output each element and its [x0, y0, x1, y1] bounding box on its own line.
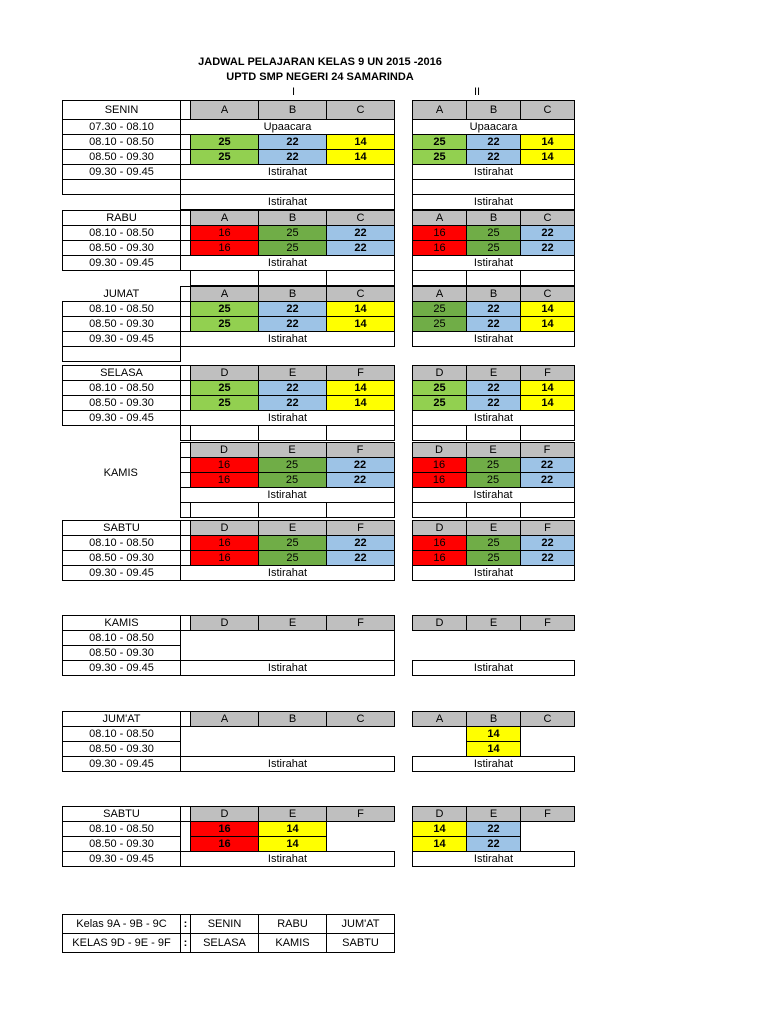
schedule-block-kamis — [62, 442, 575, 518]
time-slot: 09.30 - 09.45 — [63, 332, 181, 347]
class-header: F — [521, 616, 575, 631]
subject-cell: 22 — [259, 381, 327, 396]
subject-cell: 22 — [467, 396, 521, 411]
subject-cell: 22 — [326, 473, 394, 488]
time-slot: 07.30 - 08.10 — [63, 120, 181, 135]
subject-cell: 22 — [467, 822, 521, 837]
istirahat-cell: Istirahat — [413, 566, 575, 581]
time-slot: 09.30 - 09.45 — [63, 661, 181, 676]
time-slot: 08.50 - 09.30 — [63, 742, 181, 757]
time-slot: 09.30 - 09.45 — [63, 757, 181, 772]
legend-colon: : — [181, 915, 191, 934]
subject-cell: 25 — [191, 135, 259, 150]
class-header: A — [191, 101, 259, 120]
istirahat-cell: Istirahat — [181, 332, 395, 347]
time-slot: 08.50 - 09.30 — [63, 551, 181, 566]
subject-cell: 22 — [467, 381, 521, 396]
subject-cell: 14 — [467, 727, 521, 742]
istirahat-cell: Istirahat — [413, 195, 575, 210]
upacara-cell: Upaacara — [181, 120, 395, 135]
day-label: JUMAT — [103, 287, 140, 300]
legend-day: JUM'AT — [327, 915, 395, 934]
istirahat-cell: Istirahat — [413, 256, 575, 271]
istirahat-cell: Istirahat — [181, 165, 395, 180]
subject-cell: 22 — [520, 458, 574, 473]
legend-day: SABTU — [327, 934, 395, 953]
class-header: C — [521, 287, 575, 302]
legend-day: SENIN — [191, 915, 259, 934]
time-slot: 09.30 - 09.45 — [63, 165, 181, 180]
time-slot: 08.10 - 08.50 — [63, 727, 181, 742]
class-header: D — [413, 616, 467, 631]
class-day-legend — [62, 914, 395, 953]
class-header: B — [467, 101, 521, 120]
time-slot: 08.50 - 09.30 — [63, 396, 181, 411]
class-header: D — [191, 807, 259, 822]
subject-cell: 14 — [259, 822, 327, 837]
class-header: B — [467, 211, 521, 226]
class-header: F — [327, 521, 395, 536]
day-label: JUM'AT — [63, 712, 181, 727]
subject-cell: 14 — [327, 317, 395, 332]
class-header: A — [413, 712, 467, 727]
class-header: D — [412, 443, 466, 458]
class-header: B — [259, 101, 327, 120]
time-slot: 08.10 - 08.50 — [63, 822, 181, 837]
subject-cell: 22 — [327, 536, 395, 551]
subject-cell: 22 — [467, 135, 521, 150]
subject-cell: 25 — [467, 226, 521, 241]
legend-colon: : — [181, 934, 191, 953]
istirahat-cell: Istirahat — [181, 566, 395, 581]
subject-cell: 22 — [521, 241, 575, 256]
class-header: C — [521, 211, 575, 226]
subject-cell: 14 — [413, 822, 467, 837]
schedule-block-jumat-2 — [62, 711, 575, 772]
group-label-1: I — [292, 86, 296, 98]
subject-cell: 14 — [521, 381, 575, 396]
subject-cell: 25 — [467, 241, 521, 256]
day-label: KAMIS — [103, 466, 138, 479]
subject-cell: 14 — [521, 135, 575, 150]
time-slot: 09.30 - 09.45 — [63, 256, 181, 271]
subject-cell: 25 — [191, 150, 259, 165]
subject-cell: 25 — [413, 302, 467, 317]
istirahat-cell: Istirahat — [181, 256, 395, 271]
class-header: F — [327, 366, 395, 381]
class-header: B — [259, 211, 327, 226]
subject-cell: 16 — [413, 226, 467, 241]
class-header: E — [259, 616, 327, 631]
subject-cell: 22 — [327, 226, 395, 241]
class-header: C — [521, 101, 575, 120]
class-header: F — [521, 366, 575, 381]
time-slot: 08.50 - 09.30 — [63, 150, 181, 165]
time-slot: 08.10 - 08.50 — [63, 226, 181, 241]
subject-cell: 25 — [466, 473, 520, 488]
subject-cell: 25 — [258, 473, 326, 488]
subject-cell: 16 — [191, 822, 259, 837]
schedule-block-rabu — [62, 210, 575, 286]
istirahat-cell: Istirahat — [412, 488, 574, 503]
subject-cell: 22 — [467, 837, 521, 852]
subject-cell: 22 — [259, 302, 327, 317]
class-header: B — [467, 712, 521, 727]
time-slot: 08.10 - 08.50 — [63, 381, 181, 396]
time-slot: 08.50 - 09.30 — [63, 241, 181, 256]
class-header: D — [191, 616, 259, 631]
page-subtitle: UPTD SMP NEGERI 24 SAMARINDA — [226, 71, 414, 83]
class-header: A — [413, 211, 467, 226]
class-header: E — [258, 443, 326, 458]
schedule-block-selasa — [62, 365, 575, 441]
subject-cell: 14 — [521, 396, 575, 411]
class-header: D — [191, 366, 259, 381]
subject-cell: 16 — [412, 458, 466, 473]
class-header: D — [413, 366, 467, 381]
legend-class-label: Kelas 9A - 9B - 9C — [63, 915, 181, 934]
subject-cell: 25 — [191, 396, 259, 411]
class-header: E — [467, 807, 521, 822]
subject-cell: 16 — [191, 241, 259, 256]
subject-cell: 25 — [413, 317, 467, 332]
schedule-block-senin — [62, 100, 575, 210]
subject-cell: 22 — [467, 302, 521, 317]
subject-cell: 25 — [467, 536, 521, 551]
subject-cell: 22 — [326, 458, 394, 473]
class-header: F — [326, 443, 394, 458]
class-header: D — [413, 807, 467, 822]
istirahat-cell: Istirahat — [181, 661, 395, 676]
class-header: C — [327, 287, 395, 302]
class-header: E — [467, 521, 521, 536]
subject-cell: 25 — [413, 150, 467, 165]
legend-class-label: KELAS 9D - 9E - 9F — [63, 934, 181, 953]
time-slot: 09.30 - 09.45 — [63, 852, 181, 867]
class-header: B — [259, 712, 327, 727]
subject-cell: 25 — [258, 458, 326, 473]
subject-cell: 25 — [191, 302, 259, 317]
page-title: JADWAL PELAJARAN KELAS 9 UN 2015 -2016 — [198, 56, 442, 68]
istirahat-cell: Istirahat — [181, 757, 395, 772]
subject-cell: 14 — [327, 396, 395, 411]
upacara-cell: Upaacara — [413, 120, 575, 135]
subject-cell: 22 — [521, 536, 575, 551]
class-header: B — [259, 287, 327, 302]
class-header: F — [327, 616, 395, 631]
subject-cell: 14 — [327, 135, 395, 150]
subject-cell: 25 — [259, 241, 327, 256]
class-header: D — [413, 521, 467, 536]
subject-cell: 14 — [327, 150, 395, 165]
time-slot: 08.50 - 09.30 — [63, 837, 181, 852]
subject-cell: 16 — [191, 551, 259, 566]
time-slot: 08.50 - 09.30 — [63, 646, 181, 661]
class-header: E — [259, 807, 327, 822]
class-header: F — [521, 807, 575, 822]
subject-cell: 25 — [413, 135, 467, 150]
subject-cell: 16 — [191, 536, 259, 551]
subject-cell: 16 — [191, 226, 259, 241]
day-label: RABU — [63, 211, 181, 226]
class-header: A — [191, 712, 259, 727]
legend-day: SELASA — [191, 934, 259, 953]
group-label-2: II — [474, 86, 481, 98]
class-header: C — [327, 211, 395, 226]
subject-cell: 22 — [467, 317, 521, 332]
subject-cell: 22 — [327, 551, 395, 566]
subject-cell: 22 — [521, 226, 575, 241]
subject-cell: 22 — [259, 135, 327, 150]
istirahat-cell: Istirahat — [413, 757, 575, 772]
class-header: C — [521, 712, 575, 727]
class-header: A — [413, 287, 467, 302]
day-label: SENIN — [63, 101, 181, 120]
subject-cell: 22 — [259, 396, 327, 411]
subject-cell: 22 — [520, 473, 574, 488]
subject-cell: 16 — [413, 536, 467, 551]
class-header: C — [327, 712, 395, 727]
subject-cell: 16 — [413, 241, 467, 256]
time-slot: 08.10 - 08.50 — [63, 302, 181, 317]
schedule-block-jumat — [62, 286, 575, 362]
istirahat-cell: Istirahat — [180, 488, 394, 503]
legend-day: RABU — [259, 915, 327, 934]
subject-cell: 22 — [259, 317, 327, 332]
day-label: KAMIS — [63, 616, 181, 631]
subject-cell: 14 — [327, 381, 395, 396]
subject-cell: 22 — [327, 241, 395, 256]
istirahat-cell: Istirahat — [413, 332, 575, 347]
istirahat-cell: Istirahat — [413, 411, 575, 426]
time-slot: 09.30 - 09.45 — [63, 566, 181, 581]
class-header: F — [327, 807, 395, 822]
time-slot: 08.10 - 08.50 — [63, 536, 181, 551]
subject-cell: 25 — [259, 226, 327, 241]
subject-cell: 25 — [413, 381, 467, 396]
class-header: E — [259, 521, 327, 536]
class-header: D — [191, 521, 259, 536]
time-slot: 08.10 - 08.50 — [63, 135, 181, 150]
day-label: SABTU — [63, 807, 181, 822]
subject-cell: 14 — [259, 837, 327, 852]
class-header: E — [467, 366, 521, 381]
schedule-block-sabtu — [62, 520, 575, 581]
day-label: SABTU — [63, 521, 181, 536]
day-label: SELASA — [63, 366, 181, 381]
class-header: F — [520, 443, 574, 458]
subject-cell: 25 — [467, 551, 521, 566]
istirahat-cell: Istirahat — [413, 165, 575, 180]
subject-cell: 14 — [521, 150, 575, 165]
subject-cell: 25 — [259, 551, 327, 566]
istirahat-cell: Istirahat — [413, 852, 575, 867]
class-header: C — [327, 101, 395, 120]
schedule-block-sabtu-2 — [62, 806, 575, 867]
istirahat-cell: Istirahat — [413, 661, 575, 676]
subject-cell: 14 — [467, 742, 521, 757]
subject-cell: 16 — [190, 458, 258, 473]
schedule-block-kamis-2 — [62, 615, 575, 676]
subject-cell: 14 — [521, 317, 575, 332]
class-header: E — [467, 616, 521, 631]
subject-cell: 22 — [467, 150, 521, 165]
subject-cell: 22 — [259, 150, 327, 165]
class-header: E — [466, 443, 520, 458]
class-header: A — [413, 101, 467, 120]
class-header: B — [467, 287, 521, 302]
istirahat-cell: Istirahat — [181, 195, 395, 210]
subject-cell: 25 — [413, 396, 467, 411]
time-slot: 08.10 - 08.50 — [63, 631, 181, 646]
subject-cell: 14 — [327, 302, 395, 317]
subject-cell: 25 — [259, 536, 327, 551]
subject-cell: 14 — [521, 302, 575, 317]
time-slot: 09.30 - 09.45 — [63, 411, 181, 426]
subject-cell: 25 — [466, 458, 520, 473]
subject-cell: 25 — [191, 317, 259, 332]
class-header: D — [190, 443, 258, 458]
class-header: E — [259, 366, 327, 381]
subject-cell: 16 — [412, 473, 466, 488]
time-slot: 08.50 - 09.30 — [63, 317, 181, 332]
subject-cell: 16 — [191, 837, 259, 852]
subject-cell: 22 — [521, 551, 575, 566]
subject-cell: 16 — [190, 473, 258, 488]
class-header: A — [191, 287, 259, 302]
class-header: F — [521, 521, 575, 536]
legend-day: KAMIS — [259, 934, 327, 953]
istirahat-cell: Istirahat — [181, 411, 395, 426]
istirahat-cell: Istirahat — [181, 852, 395, 867]
class-header: A — [191, 211, 259, 226]
subject-cell: 25 — [191, 381, 259, 396]
subject-cell: 14 — [413, 837, 467, 852]
subject-cell: 16 — [413, 551, 467, 566]
